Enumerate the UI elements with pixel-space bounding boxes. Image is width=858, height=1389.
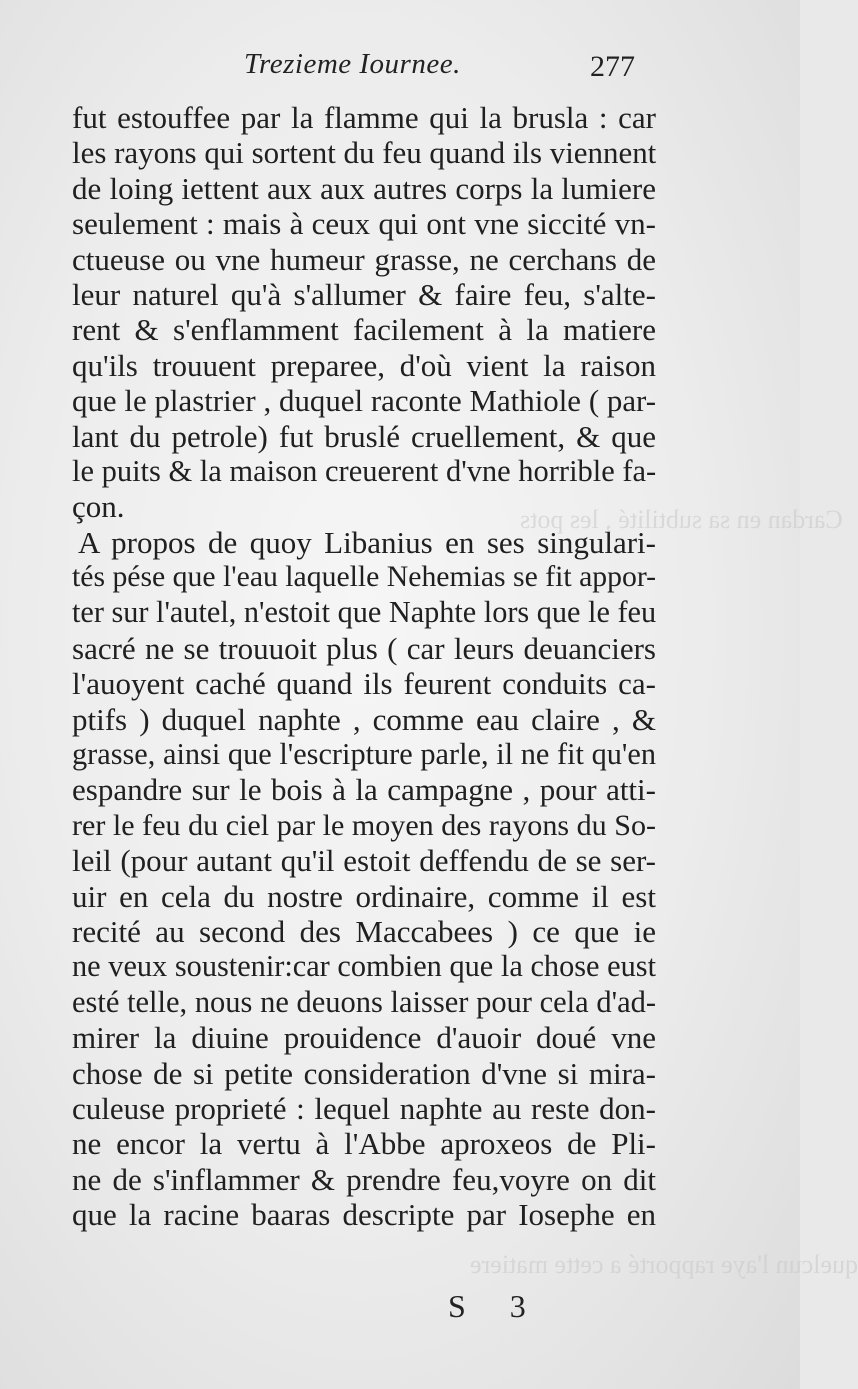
text-line: de loing iettent aux aux autres corps la lumiere bbox=[72, 170, 656, 206]
text-line: l'auoyent caché quand ils feurent conduits ca- bbox=[72, 666, 656, 702]
text-line: rent & s'enflamment facilement à la matiere bbox=[72, 312, 656, 348]
text-line: grasse, ainsi que l'escripture parle, il ne fit qu'en bbox=[72, 737, 656, 772]
text-line: ne veux soustenir:car combien que la chose eust bbox=[72, 949, 656, 984]
text-line: que le plastrier , duquel raconte Mathiole ( par- bbox=[72, 383, 656, 419]
signature-mark: S 3 bbox=[448, 1288, 544, 1324]
text-line: rer le feu du ciel par le moyen des rayons du So- bbox=[72, 807, 656, 842]
text-line: les rayons qui sortent du feu quand ils viennent bbox=[72, 135, 657, 171]
text-line: fut estouffee par la flamme qui la brusla : car bbox=[72, 100, 656, 135]
text-line: recité au second des Maccabees ) ce que ie bbox=[72, 913, 656, 949]
text-line: ptifs ) duquel naphte , comme eau claire , & bbox=[72, 701, 656, 737]
text-line: sacré ne se trouuoit plus ( car leurs deuanciers bbox=[72, 630, 656, 666]
text-line: culeuse proprieté : lequel naphte au reste don- bbox=[72, 1090, 656, 1126]
text-line: ne encor la vertu à l'Abbe aproxeos de Pli- bbox=[72, 1126, 656, 1162]
running-title: Trezieme Iournee. bbox=[244, 48, 461, 80]
text-line: seulement : mais à ceux qui ont vne siccité vn- bbox=[72, 206, 656, 242]
text-line: mirer la diuine prouidence d'auoir doué vne bbox=[72, 1020, 656, 1056]
text-line: chose de si petite consideration d'vne si mira- bbox=[72, 1055, 656, 1091]
text-line: ne de s'inflammer & prendre feu,voyre on dit bbox=[72, 1161, 656, 1197]
text-line: ctueuse ou vne humeur grasse, ne cerchans de bbox=[72, 241, 656, 277]
text-line: uir en cela du nostre ordinaire, comme il est bbox=[72, 878, 656, 914]
text-line: leil (pour autant qu'il estoit deffendu de se ser- bbox=[72, 843, 656, 879]
text-line: leur naturel qu'à s'allumer & faire feu, s'alte- bbox=[72, 276, 656, 312]
text-line: qu'ils trouuent preparee, d'où vient la raison bbox=[72, 347, 656, 383]
paragraph-start-line: A propos de quoy Libanius en ses singulari- bbox=[78, 524, 656, 560]
text-line: lant du petrole) fut bruslé cruellement, & que bbox=[72, 418, 656, 454]
page-number: 277 bbox=[590, 50, 635, 83]
text-line: esté telle, nous ne deuons laisser pour cela d'ad- bbox=[72, 984, 656, 1019]
text-line: ter sur l'autel, n'estoit que Naphte lors que le feu bbox=[72, 595, 657, 630]
running-header bbox=[0, 48, 800, 88]
show-through-text: Cardan en sa subtilité , les pots bbox=[520, 505, 843, 534]
text-line: tés pése que l'eau laquelle Nehemias se fit appor- bbox=[72, 561, 657, 594]
text-line: le puits & la maison creuerent d'vne horrible fa- bbox=[72, 453, 657, 488]
show-through-text: quelcun l'aye rapporté a cette matiere bbox=[470, 1250, 858, 1279]
body-text bbox=[72, 100, 656, 1233]
text-line: que la racine baaras descripte par Iosephe en bbox=[72, 1197, 656, 1233]
text-line: espandre sur le bois à la campagne , pour atti- bbox=[72, 772, 656, 808]
text-line: çon. bbox=[72, 489, 125, 525]
